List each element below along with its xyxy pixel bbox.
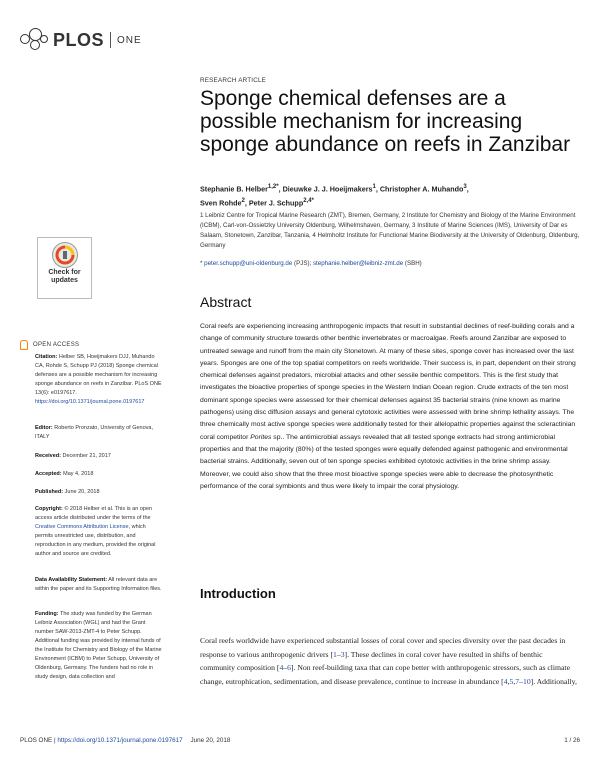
reference-link[interactable]: 4 <box>279 663 284 673</box>
abstract-text-cont: sp.. The antimicrobial assays revealed that all tested sponge extracts had strong antimicrobial properties and that the majority (80%) of the tested sponges were equally defended against pathogenic and environmental bacterial strains. Additionally, seven out of ten sponge species exhibited cytotoxic activities in the brine shrimp assay. Moreover, we could also show that the three most bioactive sponge species were able to decrease the photosynthetic performance of the coral symbionts and thus were likely to impair the coral physiology. <box>200 433 568 490</box>
author-affiliation-mark: 2,4* <box>303 198 314 205</box>
introduction-body <box>200 634 578 688</box>
correspondence-initials: (PJS); <box>292 260 313 267</box>
correspondence-star: * <box>200 260 203 267</box>
license-link[interactable]: Creative Commons Attribution License <box>35 524 129 530</box>
logo-journal-name: ONE <box>117 34 142 46</box>
check-for-updates-button[interactable] <box>37 237 92 299</box>
copyright-text: © 2018 Helber et al. This is an open access article distributed under the terms of the <box>35 506 153 521</box>
intro-text: Coral reefs worldwide have experienced substantial losses of coral cover and species diversity over the past decades in response to various anthropogenic drivers [ <box>200 636 566 659</box>
footer-date: June 20, 2018 <box>190 737 231 744</box>
received-value: December 21, 2017 <box>61 453 111 459</box>
author[interactable]: Stephanie B. Helber <box>200 184 268 194</box>
plos-one-logo[interactable] <box>20 27 142 53</box>
page-footer <box>20 737 580 744</box>
citation-doi-link[interactable]: https://doi.org/10.1371/journal.pone.0197617 <box>35 399 145 405</box>
editor-block <box>35 424 163 442</box>
author[interactable]: Christopher A. Muhando <box>379 184 464 194</box>
abstract-body <box>200 321 578 493</box>
author[interactable]: Peter J. Schupp <box>248 198 304 208</box>
reference-link[interactable]: 5 <box>509 676 514 686</box>
affiliations: 1 Leibniz Centre for Tropical Marine Research (ZMT), Bremen, Germany, 2 Institute for Chemistry and Biology of the Marine Environment (ICBM), Carl-von-Ossietzky University Oldenburg, Wilhelmshaven, Germany, 3 Institute of Marine Sciences (IMS), University of Dar es Salaam, Stonetown, Zanzibar, Tanzania, 4 Helmholtz Institute for Functional Marine Biodiversity at the University of Oldenburg, Oldenburg, Germany <box>200 212 580 249</box>
reference-link[interactable]: 10 <box>522 676 531 686</box>
copyright-text-cont: , which permits unrestricted use, distribution, and reproduction in any medium, provided the original author and source are credited. <box>35 524 156 557</box>
footer-journal: PLOS ONE <box>20 737 53 744</box>
check-updates-label <box>38 269 91 285</box>
check-updates-line2: updates <box>51 277 78 284</box>
funding-block <box>35 610 163 682</box>
check-updates-line1: Check for <box>48 269 81 276</box>
author-affiliation-mark: 3 <box>463 184 467 190</box>
logo-divider <box>110 32 111 48</box>
intro-text: ]. Additionally, <box>530 676 577 686</box>
editor-text: Roberto Pronzato, University of Genova, ITALY <box>35 425 154 440</box>
copyright-label: Copyright: <box>35 506 63 512</box>
accepted-value: May 4, 2018 <box>61 471 94 477</box>
published-value: June 20, 2018 <box>63 489 100 495</box>
logo-word: PLOS <box>53 29 105 50</box>
data-availability-block <box>35 576 163 594</box>
accepted-date <box>35 470 163 479</box>
author-affiliation-mark: 2 <box>241 198 245 205</box>
intro-text: ]. These declines in coral cover have resulted in shifts of benthic community composition [ <box>200 649 543 673</box>
footer-doi-link[interactable]: https://doi.org/10.1371/journal.pone.0197617 <box>57 737 183 744</box>
article-type: RESEARCH ARTICLE <box>200 77 267 84</box>
author-list: Stephanie B. Helber$^{1,2*}$, Dieuwke J. J. Hoeijmakers$^1$, Christopher A. Muhando$^3$, Sven Rohde$^2$, Peter J. Schupp$^{2,4*}$ <box>200 184 469 208</box>
citation-label: Citation: <box>35 354 58 360</box>
open-access-badge <box>20 340 79 350</box>
intro-text: – <box>336 649 341 659</box>
abstract-heading: Abstract <box>200 294 252 310</box>
email-link[interactable]: stephanie.helber@leibniz-zmt.de <box>312 260 404 267</box>
page-number: 1 / 26 <box>564 737 580 744</box>
introduction-heading: Introduction <box>200 586 276 601</box>
intro-text: ]. Non reef-building taxa that can cope better with anthropogenic stressors, such as climate change, eutrophication, sedimentation, and disease prevalence, continue to increase in abundance [ <box>200 663 570 686</box>
intro-text: – <box>283 663 288 673</box>
abstract-italic-term: Porites <box>250 433 272 441</box>
editor-label: Editor: <box>35 425 53 431</box>
reference-link[interactable]: 1 <box>333 649 337 659</box>
article-title: Sponge chemical defenses are a possible mechanism for increasing sponge abundance on reefs in Zanzibar <box>200 87 571 156</box>
published-label: Published: <box>35 489 64 495</box>
author-affiliation-mark: 1 <box>372 184 376 190</box>
open-lock-icon <box>20 340 28 350</box>
plos-logo-icon <box>20 28 50 52</box>
author[interactable]: Dieuwke J. J. Hoeijmakers <box>282 184 373 194</box>
reference-link[interactable]: 7 <box>515 676 520 686</box>
citation-block <box>35 353 163 407</box>
reference-link[interactable]: 6 <box>287 663 291 673</box>
abstract-text: Coral reefs are experiencing increasing anthropogenic impacts that result in substantial declines of reef-building corals and a change of community structure towards other benthic invertebrates or macroalgae. Reefs around Zanzibar are exposed to untreated sewage and runoff from the main city Stonetown. At many of these sites, sponge cover has increased over the last years. Sponges are one of the top spatial competitors on reefs worldwide. Their success is, in part, dependent on their strong chemical defenses against predators, microbial attacks and other sessile benthic competitors. This is the first study that investigates the bioactive properties of sponge species in the Western Indian Ocean region. Crude extracts of the ten most dominant sponge species were assessed for their chemical defenses against 35 bacterial strains (nine known as marine pathogens) using disc diffusion assays and general cytotoxic activities were assessed with brine shrimp lethality assays. The three chemically most active sponge species were additionally tested for their allelopathic properties against the scleractinian coral competitor <box>200 323 576 441</box>
intro-text: – <box>519 676 523 686</box>
accepted-label: Accepted: <box>35 471 62 477</box>
published-date <box>35 488 163 497</box>
received-date <box>35 452 163 461</box>
data-availability-label: Data Availability Statement: <box>35 577 108 583</box>
copyright-block <box>35 505 163 559</box>
email-link[interactable]: peter.schupp@uni-oldenburg.de <box>204 260 293 267</box>
citation-text: Helber SB, Hoeijmakers DJJ, Muhando CA, Rohde S, Schupp PJ (2018) Sponge chemical defenses are a possible mechanism for increasing sponge abundance on reefs in Zanzibar. PLoS ONE 13(6): e0197617. <box>35 354 162 396</box>
author[interactable]: Sven Rohde <box>200 198 242 208</box>
received-label: Received: <box>35 453 61 459</box>
open-access-label: OPEN ACCESS <box>33 342 80 348</box>
author-affiliation-mark: 1,2* <box>267 184 279 190</box>
footer-separator: | <box>52 737 58 744</box>
reference-link[interactable]: 4 <box>503 676 508 686</box>
correspondence <box>200 260 580 267</box>
funding-text: The study was funded by the German Leibniz Association (WGL) and had the Grant number SAW-2013-ZMT-4 to Peter Schupp. Additional funding was provided by internal funds of the Institute for Chemistry and Biology of the Marine Environment (ICBM) to Peter Schupp, University of Oldenburg, Germany. The funders had no role in study design, data collection and <box>35 611 162 680</box>
footer-citation <box>20 737 230 744</box>
funding-label: Funding: <box>35 611 59 617</box>
reference-link[interactable]: 3 <box>340 649 345 659</box>
intro-text: , <box>513 676 516 686</box>
intro-text: , <box>507 676 510 686</box>
data-availability-text: All relevant data are within the paper and its Supporting Information files. <box>35 577 162 592</box>
check-updates-icon <box>52 242 78 268</box>
correspondence-initials: (SBH) <box>403 260 422 267</box>
